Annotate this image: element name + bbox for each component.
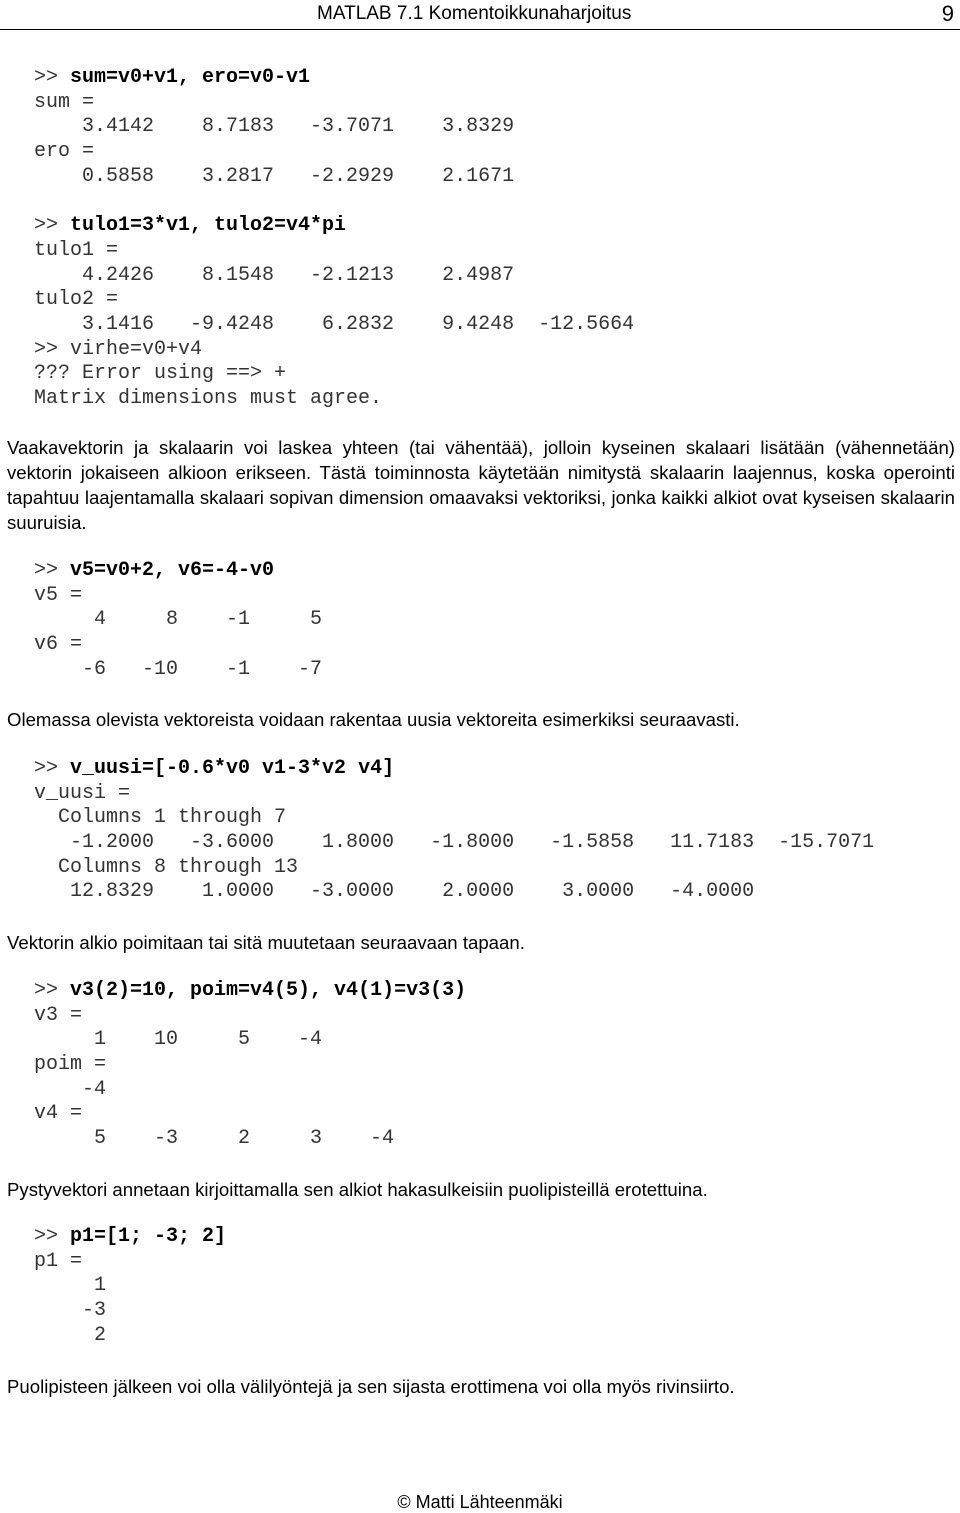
code-line: >> tulo1=3*v1, tulo2=v4*pi — [34, 214, 347, 238]
paragraph-puolipisteen-jalkeen: Puolipisteen jälkeen voi olla välilyöntejä ja sen sijasta erottimena voi olla myös rivinsiirto. — [7, 1376, 735, 1397]
code-line: -4 — [34, 1077, 107, 1101]
code-line: tulo2 = — [34, 288, 119, 312]
code-line: -1.2000 -3.6000 1.8000 -1.8000 -1.5858 11.7183 -15.7071 — [34, 831, 875, 855]
code-line: Columns 1 through 7 — [34, 806, 287, 830]
code-line: 1 10 5 -4 — [34, 1028, 323, 1052]
code-line: 4 8 -1 5 — [34, 608, 323, 632]
code-line: v3 = — [34, 1003, 83, 1027]
footer-copyright: © Matti Lähteenmäki — [397, 1492, 563, 1512]
code-line: ero = — [34, 140, 95, 164]
code-line: >> v_uusi=[-0.6*v0 v1-3*v2 v4] — [34, 757, 395, 780]
paragraph-skalaarin-laajennus: Vaakavektorin ja skalaarin voi laskea yhteen (tai vähentää), jolloin kyseinen skalaari lisätään (vähennetään) vektorin jokaiseen alkioon erikseen. Tästä toiminnosta käytetään nimitystä skalaarin laajennus, koska operointi tapahtuu laajentamalla skalaari sopivan dimension omaavaksi vektoriksi, jonka kaikki alkiot ovat kyseisen skalaarin suuruisia. — [7, 437, 955, 533]
code-line: 1 — [34, 1274, 107, 1298]
code-block-p1 — [34, 1225, 226, 1348]
code-line: sum = — [34, 90, 95, 114]
code-line: 2 — [34, 1323, 107, 1347]
code-line: v_uusi = — [34, 781, 131, 805]
code-block-v-uusi — [34, 757, 874, 905]
code-line: -3 — [34, 1299, 107, 1323]
code-line: >> v3(2)=10, poim=v4(5), v4(1)=v3(3) — [34, 979, 467, 1002]
paragraph-pystyvektori: Pystyvektori annetaan kirjoittamalla sen alkiot hakasulkeisiin puolipisteillä erotettuina. — [7, 1179, 708, 1200]
code-line: v4 = — [34, 1102, 83, 1126]
code-line: v6 = — [34, 633, 83, 657]
page-number: 9 — [941, 1, 954, 26]
code-line — [34, 189, 634, 214]
code-line: tulo1 = — [34, 238, 119, 262]
paragraph-uusia-vektoreita: Olemassa olevista vektoreista voidaan rakentaa uusia vektoreita esimerkiksi seuraavasti. — [7, 709, 740, 730]
code-line: 0.5858 3.2817 -2.2929 2.1671 — [34, 164, 515, 188]
header-title: MATLAB 7.1 Komentoikkunaharjoitus — [317, 3, 632, 24]
code-line: 4.2426 8.1548 -2.1213 2.4987 — [34, 263, 515, 287]
code-line: p1 = — [34, 1249, 83, 1273]
code-line: 3.1416 -9.4248 6.2832 9.4248 -12.5664 — [34, 312, 635, 336]
page-header — [0, 0, 960, 30]
code-line: >> sum=v0+v1, ero=v0-v1 — [34, 66, 311, 89]
code-line: ??? Error using ==> + — [34, 362, 287, 386]
code-line: >> p1=[1; -3; 2] — [34, 1225, 227, 1248]
code-line: 12.8329 1.0000 -3.0000 2.0000 3.0000 -4.0000 — [34, 880, 755, 904]
code-line: Matrix dimensions must agree. — [34, 386, 383, 410]
code-line: poim = — [34, 1053, 107, 1077]
code-block-v3-poim-v4 — [34, 979, 466, 1152]
code-line: >> v5=v0+2, v6=-4-v0 — [34, 559, 275, 582]
code-line: v5 = — [34, 583, 83, 607]
code-line: Columns 8 through 13 — [34, 855, 299, 879]
code-line: 5 -3 2 3 -4 — [34, 1127, 395, 1151]
code-line: -6 -10 -1 -7 — [34, 657, 323, 681]
code-block-sum-ero — [34, 66, 634, 412]
code-block-v5-v6 — [34, 559, 322, 682]
paragraph-vektorin-alkio: Vektorin alkio poimitaan tai sitä muutetaan seuraavaan tapaan. — [7, 932, 525, 953]
code-line: >> virhe=v0+v4 — [34, 337, 203, 361]
code-line: 3.4142 8.7183 -3.7071 3.8329 — [34, 115, 515, 139]
